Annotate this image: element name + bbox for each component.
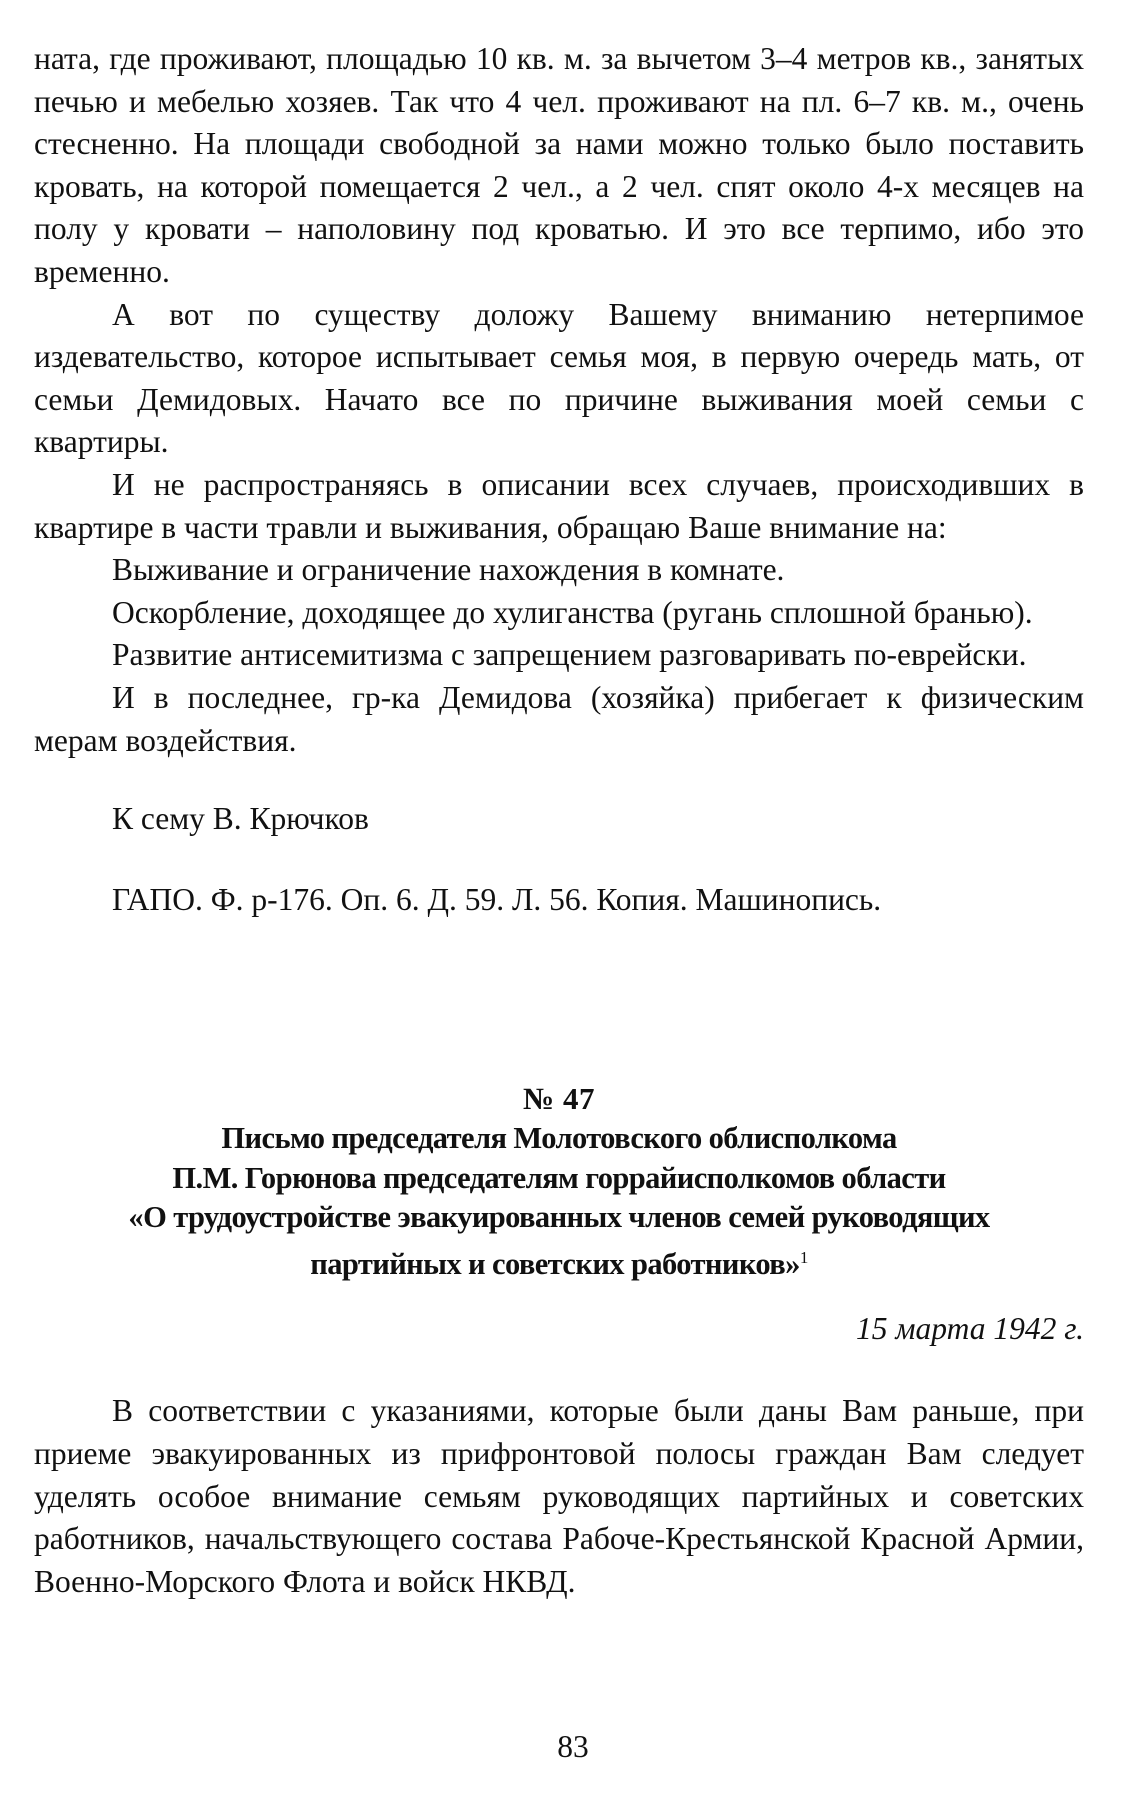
list-item-antisemitism: Развитие антисемитизма с запрещением разговаривать по-еврейски. — [112, 637, 1027, 673]
signature: К сему В. Крючков — [112, 801, 369, 837]
document-body: В соответствии с указаниями, которые были даны Вам раньше, при приеме эвакуированных из прифронтовой полосы граждан Вам следует уделять особое внимание семьям руководящих партийных и советских работников, начальствующего состава Рабоче-Крестьянской Красной Армии, Военно-Морского Флота и войск НКВД. — [34, 1393, 1084, 1599]
document-number: № 47 — [523, 1081, 595, 1117]
list-item-insult: Оскорбление, доходящее до хулиганства (ругань сплошной бранью). — [112, 594, 1033, 630]
continuation-paragraph: ната, где проживают, площадью 10 кв. м. за вычетом 3–4 метров кв., занятых печью и мебелью хозяев. Так что 4 чел. проживают на пл. 6–7 кв. м., очень стесненно. На площади свободной за нами можно только было поставить кровать, на которой помещается 2 чел., а 2 чел. спят около 4-х месяцев на полу у кровати – наполовину под кроватью. И это все терпимо, ибо это временно. — [34, 41, 1084, 289]
list-item-physical: И в последнее, гр-ка Демидова (хозяйка) прибегает к физическим мерам воздействия. — [34, 679, 1084, 758]
page-number: 83 — [557, 1729, 589, 1764]
footnote-mark[interactable]: 1 — [799, 1247, 808, 1267]
list-item-eviction: Выживание и ограничение нахождения в комнате. — [112, 552, 785, 588]
document-title-line-1: Письмо председателя Молотовского облисполкома — [221, 1121, 897, 1156]
paragraph-intro-list: И не распространяясь в описании всех случаев, происходивших в квартире в части травли и выживания, обращаю Ваше внимание на: — [34, 466, 1084, 545]
document-date: 15 марта 1942 г. — [856, 1311, 1084, 1347]
document-title-line-3: «О трудоустройстве эвакуированных членов семей руководящих — [128, 1200, 990, 1235]
document-title-line-4-text: партийных и советских работников» — [310, 1246, 800, 1281]
document-page — [34, 38, 1084, 1603]
paragraph-complaint: А вот по существу доложу Вашему вниманию нетерпимое издевательство, которое испытывает семья моя, в первую очередь мать, от семьи Демидовых. Начато все по причине выживания моей семьи с квартиры. — [34, 296, 1084, 460]
document-title-line-4 — [34, 1238, 1084, 1285]
archive-reference: ГАПО. Ф. р-176. Оп. 6. Д. 59. Л. 56. Копия. Машинопись. — [112, 881, 882, 917]
document-title-line-2: П.М. Горюнова председателям горрайисполкомов области — [172, 1160, 946, 1195]
